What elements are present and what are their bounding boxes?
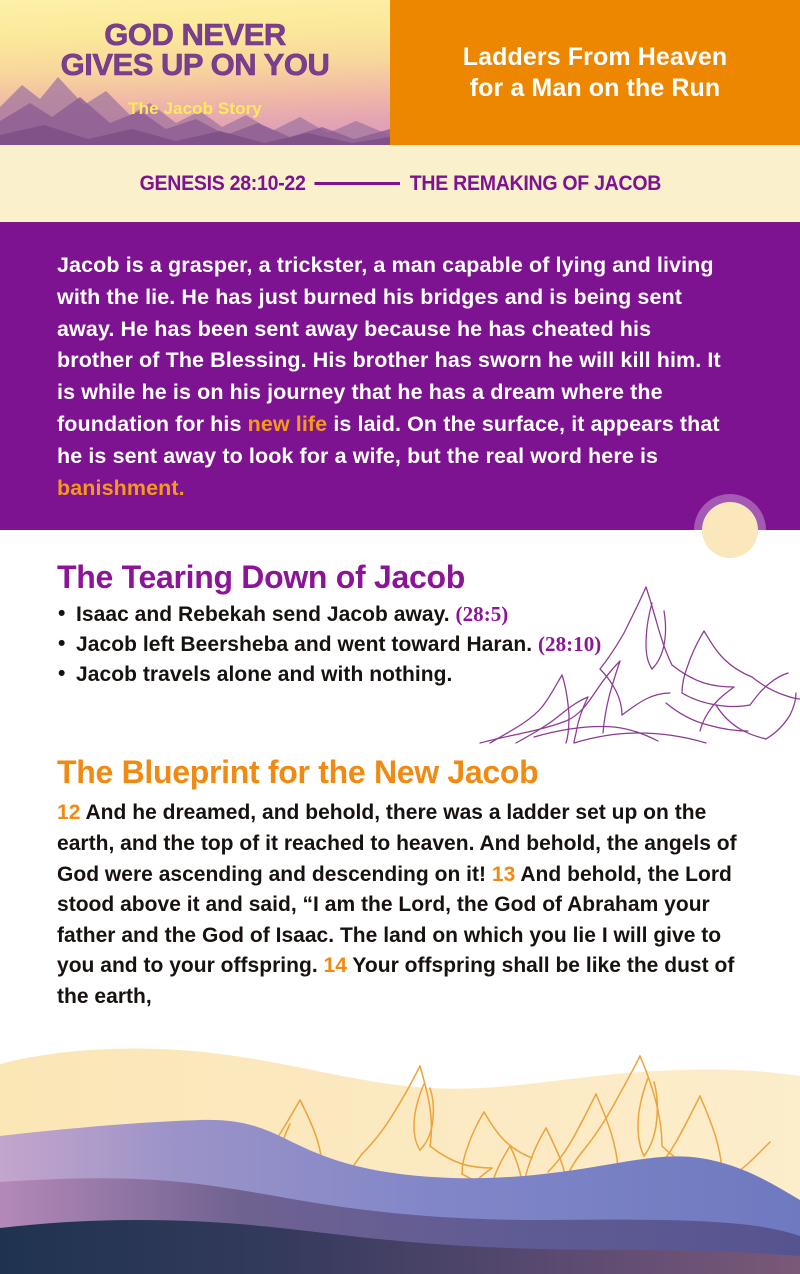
series-subtitle: The Jacob Story xyxy=(128,99,262,118)
footer-mountain-scene xyxy=(0,1040,800,1274)
intro-highlight-new-life: new life xyxy=(247,412,328,437)
intro-paragraph xyxy=(57,250,729,505)
main-content xyxy=(0,530,800,1055)
bullet-verse-ref: (28:5) xyxy=(455,602,509,627)
verse-text-12: And he dreamed, and behold, there was a ladder set up on the earth, and the top of it reached to heaven. And behold, the angels of God were ascending and descending on it! xyxy=(57,801,737,886)
section-tearing-down xyxy=(57,560,747,691)
message-title-panel xyxy=(390,0,800,145)
scripture-reference-bar xyxy=(0,145,800,222)
series-title-line-2: GIVES UP ON YOU xyxy=(60,47,330,83)
sermon-theme: THE REMAKING OF JACOB xyxy=(409,171,661,195)
intro-text-part-1: Jacob is a grasper, a trickster, a man capable of lying and living with the lie. He has just burned his bridges and is being sent away. He has been sent away because he has cheated his brother of The Blessing. His brother has sworn he will kill him. It is while he is on his journey that he has a dream where the foundation for his xyxy=(57,253,721,437)
sun-icon xyxy=(694,494,766,566)
series-title xyxy=(0,17,390,83)
section-tearing-heading: The Tearing Down of Jacob xyxy=(57,559,465,595)
divider-rule xyxy=(315,182,401,185)
verse-number-14: 14 xyxy=(323,954,347,978)
verse-number-13: 13 xyxy=(491,862,516,886)
message-title xyxy=(449,42,742,103)
tearing-bullet-list xyxy=(57,601,747,689)
scripture-passage xyxy=(57,798,750,1013)
verse-text-14: Your offspring shall be like the dust of the earth, xyxy=(57,954,735,1009)
hero-banner xyxy=(0,0,800,145)
list-item xyxy=(57,661,747,689)
verse-text-13: And behold, the Lord stood above it and said, “I am the Lord, the God of Abraham your father and the God of Isaac. The land on which you lie I will give to you and to your offspring. xyxy=(57,862,732,978)
message-title-line-2: for a Man on the Run xyxy=(469,73,721,102)
list-item xyxy=(57,631,747,659)
intro-block xyxy=(0,222,800,530)
reference-bar-inner xyxy=(139,172,660,196)
series-title-line-1: GOD NEVER xyxy=(104,17,286,52)
bullet-text: Jacob left Beersheba and went toward Haran. xyxy=(76,633,533,657)
hero-text-group xyxy=(0,0,390,145)
bullet-text: Isaac and Rebekah send Jacob away. xyxy=(76,603,450,627)
section-blueprint-heading: The Blueprint for the New Jacob xyxy=(57,754,539,790)
intro-text-part-2: is laid. On the surface, it appears that he is sent away to look for a wife, but the real word here is xyxy=(57,412,720,468)
section-blueprint xyxy=(57,755,757,1013)
message-title-line-1: Ladders From Heaven xyxy=(462,43,728,71)
bullet-verse-ref: (28:10) xyxy=(538,632,602,657)
passage-reference: GENESIS 28:10-22 xyxy=(139,171,306,195)
intro-highlight-banishment: banishment. xyxy=(57,475,185,500)
bullet-text: Jacob travels alone and with nothing. xyxy=(76,663,453,687)
hero-series-art xyxy=(0,0,390,145)
sun-core xyxy=(702,502,758,558)
list-item xyxy=(57,601,747,629)
verse-number-12: 12 xyxy=(57,801,81,825)
footer-scene-svg xyxy=(0,1040,800,1274)
